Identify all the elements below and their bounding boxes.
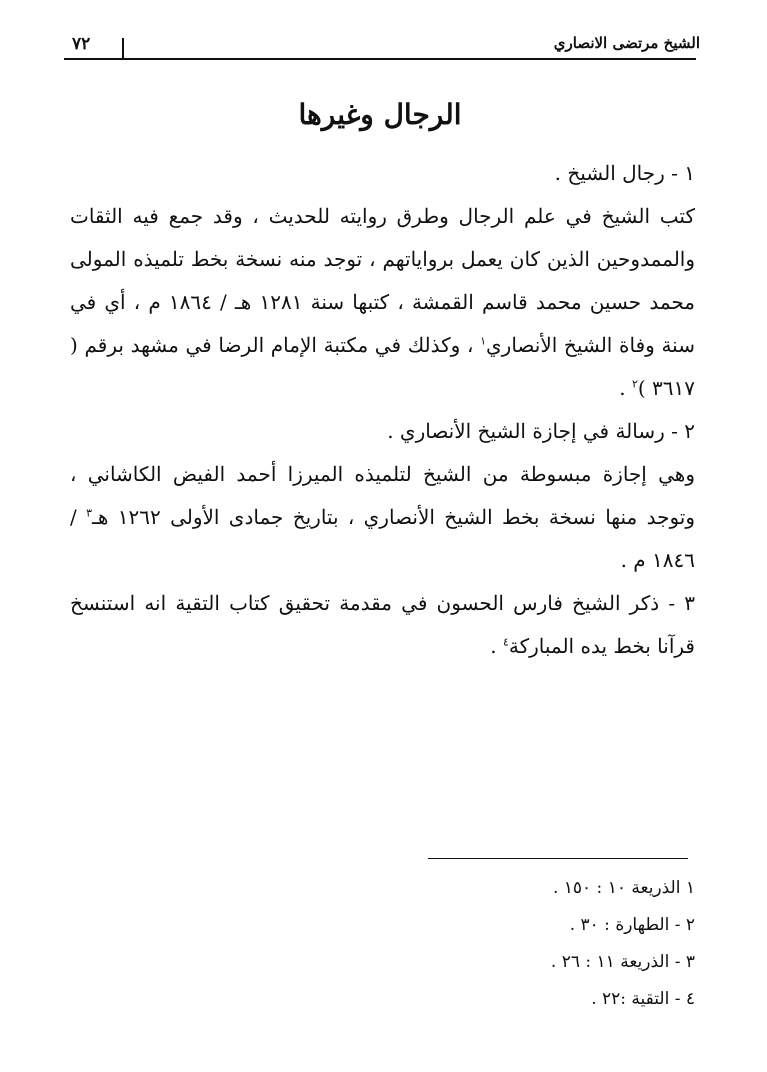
- running-title: الشيخ مرتضى الانصاري: [553, 34, 700, 52]
- header-rule: [64, 58, 696, 60]
- paragraph-2: [70, 453, 695, 582]
- paragraph-1-text-a: كتب الشيخ في علم الرجال وطرق روايته للحديث ، وقد جمع فيه الثقات والممدوحين الذين كان يعمل برواياتهم ، توجد منه نسخة بخط تلميذه المولى محمد حسين محمد قاسم القمشة ، كتبها سنة ١٢٨١ هـ / ١٨٦٤ م ، أي في سنة وفاة الشيخ الأنصاري: [70, 204, 696, 357]
- page-number: ٧٢: [72, 34, 91, 54]
- paragraph-1-text-c: .: [619, 376, 626, 400]
- footnote-ref-3[interactable]: ٣: [86, 506, 93, 520]
- running-header: [60, 30, 700, 60]
- paragraph-3-text-a: ٣ - ذكر الشيخ فارس الحسون في مقدمة تحقيق كتاب التقية انه استنسخ قرآنا بخط يده المباركة: [70, 591, 695, 658]
- item-heading-1: ١ - رجال الشيخ .: [554, 161, 695, 185]
- paragraph-1: [70, 195, 695, 410]
- footnotes: [430, 870, 695, 1018]
- paragraph-2-text-b: / ١٨٤٦ م .: [70, 505, 695, 572]
- footnote-ref-2[interactable]: ٢: [631, 377, 638, 391]
- footnote-rule: [428, 858, 688, 859]
- paragraph-2-text-a: وهي إجازة مبسوطة من الشيخ لتلميذه الميرزا أحمد الفيض الكاشاني ، وتوجد منها نسخة بخط الشيخ الأنصاري ، بتاريخ جمادى الأولى ١٢٦٢ هـ: [70, 462, 696, 529]
- paragraph-1-text-b: ، وكذلك في مكتبة الإمام الرضا في مشهد برقم ( ٣٦١٧ ): [70, 333, 695, 400]
- body-text: [70, 152, 695, 668]
- footnote-1: ١ الذريعة ١٠ : ١٥٠ .: [552, 878, 695, 898]
- page-number-divider: [122, 38, 124, 60]
- item-heading-2: ٢ - رسالة في إجازة الشيخ الأنصاري .: [387, 419, 695, 443]
- paragraph-3: [70, 582, 695, 668]
- footnote-3: ٣ - الذريعة ١١ : ٢٦ .: [550, 952, 695, 972]
- footnote-ref-4[interactable]: ٤: [502, 635, 509, 649]
- footnote-4: ٤ - التقية :٢٢ .: [591, 989, 695, 1009]
- paragraph-3-text-b: .: [490, 634, 497, 658]
- chapter-title: الرجال وغيرها: [298, 98, 462, 131]
- footnote-2: ٢ - الطهارة : ٣٠ .: [569, 915, 695, 935]
- footnote-ref-1[interactable]: ١: [480, 334, 486, 348]
